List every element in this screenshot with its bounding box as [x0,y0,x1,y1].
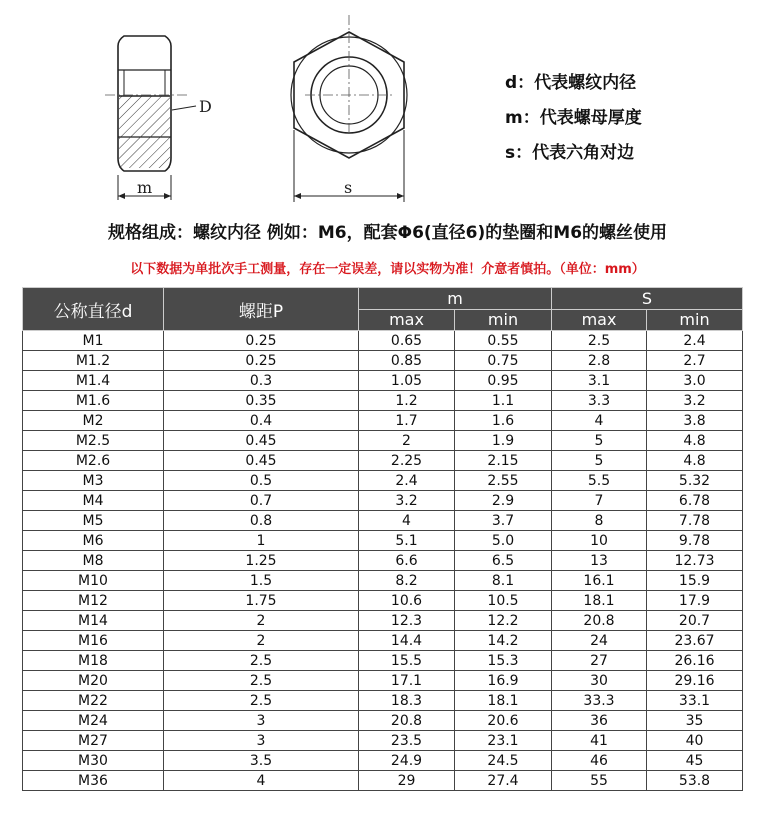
cell-diameter: M16 [23,631,164,651]
cell-pitch: 2.5 [164,671,359,691]
cell-diameter: M2.5 [23,431,164,451]
cell-s-min: 4.8 [647,451,743,471]
cell-s-max: 36 [552,711,647,731]
cell-pitch: 0.7 [164,491,359,511]
cell-m-min: 1.6 [455,411,552,431]
cell-m-min: 23.1 [455,731,552,751]
cell-m-min: 14.2 [455,631,552,651]
header-group-m: m [359,288,552,310]
cell-m-max: 24.9 [359,751,455,771]
cell-m-max: 6.6 [359,551,455,571]
cell-s-max: 3.1 [552,371,647,391]
cell-s-max: 46 [552,751,647,771]
cell-m-max: 2.4 [359,471,455,491]
header-pitch: 螺距P [164,288,359,331]
cell-pitch: 2.5 [164,651,359,671]
cell-m-max: 18.3 [359,691,455,711]
cell-diameter: M14 [23,611,164,631]
table-row [23,651,743,671]
cell-diameter: M30 [23,751,164,771]
cell-m-min: 15.3 [455,651,552,671]
table-row [23,731,743,751]
label-s: s [344,178,353,197]
cell-m-min: 27.4 [455,771,552,791]
cell-s-max: 3.3 [552,391,647,411]
cell-diameter: M27 [23,731,164,751]
table-row [23,591,743,611]
cell-m-min: 10.5 [455,591,552,611]
header-m-max: max [359,309,455,331]
cell-s-min: 12.73 [647,551,743,571]
table-row [23,351,743,371]
header-m-min: min [455,309,552,331]
cell-diameter: M10 [23,571,164,591]
cell-m-min: 2.15 [455,451,552,471]
nut-side-view [105,36,196,200]
cell-m-max: 0.65 [359,331,455,351]
legend-d: d：代表螺纹内径 [505,73,637,93]
cell-m-min: 1.9 [455,431,552,451]
cell-s-min: 2.7 [647,351,743,371]
cell-m-max: 1.7 [359,411,455,431]
cell-pitch: 2.5 [164,691,359,711]
legend-s: s：代表六角对边 [505,143,635,163]
cell-s-min: 9.78 [647,531,743,551]
cell-s-min: 53.8 [647,771,743,791]
cell-m-min: 12.2 [455,611,552,631]
cell-diameter: M36 [23,771,164,791]
table-row [23,691,743,711]
cell-s-max: 30 [552,671,647,691]
cell-pitch: 2 [164,611,359,631]
table-row [23,631,743,651]
measurement-notice: 以下数据为单批次手工测量，存在一定误差，请以实物为准！介意者慎拍。（单位：mm） [130,262,645,277]
cell-m-max: 5.1 [359,531,455,551]
cell-s-max: 55 [552,771,647,791]
cell-m-min: 8.1 [455,571,552,591]
cell-m-max: 1.05 [359,371,455,391]
cell-diameter: M20 [23,671,164,691]
cell-m-max: 23.5 [359,731,455,751]
cell-s-min: 17.9 [647,591,743,611]
cell-m-min: 2.55 [455,471,552,491]
cell-diameter: M12 [23,591,164,611]
cell-m-min: 2.9 [455,491,552,511]
table-row [23,711,743,731]
spec-headline: 规格组成：螺纹内径 例如：M6，配套Φ6(直径6)的垫圈和M6的螺丝使用 [107,223,668,243]
table-row [23,551,743,571]
cell-diameter: M6 [23,531,164,551]
cell-pitch: 3 [164,731,359,751]
cell-m-min: 0.95 [455,371,552,391]
cell-diameter: M1.6 [23,391,164,411]
cell-s-min: 33.1 [647,691,743,711]
table-row [23,491,743,511]
cell-s-max: 8 [552,511,647,531]
cell-m-min: 16.9 [455,671,552,691]
table-row [23,411,743,431]
cell-diameter: M8 [23,551,164,571]
cell-s-max: 13 [552,551,647,571]
cell-m-max: 1.2 [359,391,455,411]
cell-pitch: 1.25 [164,551,359,571]
cell-s-min: 3.8 [647,411,743,431]
cell-s-min: 3.0 [647,371,743,391]
cell-m-max: 20.8 [359,711,455,731]
cell-m-min: 5.0 [455,531,552,551]
nut-technical-drawing [0,0,775,210]
cell-m-max: 2.25 [359,451,455,471]
cell-m-min: 0.55 [455,331,552,351]
header-diameter: 公称直径d [23,288,164,331]
cell-s-min: 2.4 [647,331,743,351]
cell-m-min: 6.5 [455,551,552,571]
cell-s-max: 2.8 [552,351,647,371]
cell-s-max: 2.5 [552,331,647,351]
nut-front-view [291,15,407,202]
label-d: D [199,97,212,116]
table-row [23,771,743,791]
cell-s-max: 10 [552,531,647,551]
cell-s-min: 45 [647,751,743,771]
cell-pitch: 0.4 [164,411,359,431]
cell-m-min: 18.1 [455,691,552,711]
cell-m-max: 3.2 [359,491,455,511]
cell-s-min: 7.78 [647,511,743,531]
cell-pitch: 1.75 [164,591,359,611]
label-m: m [137,178,153,197]
cell-diameter: M1 [23,331,164,351]
cell-s-min: 29.16 [647,671,743,691]
cell-m-max: 12.3 [359,611,455,631]
cell-pitch: 0.35 [164,391,359,411]
cell-pitch: 4 [164,771,359,791]
cell-s-max: 5.5 [552,471,647,491]
cell-m-min: 0.75 [455,351,552,371]
table-row [23,331,743,351]
cell-s-min: 20.7 [647,611,743,631]
cell-diameter: M5 [23,511,164,531]
cell-s-max: 24 [552,631,647,651]
table-row [23,431,743,451]
cell-pitch: 1.5 [164,571,359,591]
table-row [23,671,743,691]
table-row [23,611,743,631]
table-body [23,331,743,791]
cell-pitch: 1 [164,531,359,551]
cell-m-max: 10.6 [359,591,455,611]
cell-diameter: M2 [23,411,164,431]
cell-s-min: 3.2 [647,391,743,411]
cell-m-max: 17.1 [359,671,455,691]
cell-m-max: 0.85 [359,351,455,371]
cell-s-max: 7 [552,491,647,511]
cell-diameter: M2.6 [23,451,164,471]
table-row [23,371,743,391]
cell-s-min: 26.16 [647,651,743,671]
cell-s-max: 33.3 [552,691,647,711]
legend-m: m：代表螺母厚度 [505,108,642,128]
cell-pitch: 3 [164,711,359,731]
cell-m-max: 4 [359,511,455,531]
cell-m-max: 29 [359,771,455,791]
cell-m-max: 2 [359,431,455,451]
cell-m-max: 14.4 [359,631,455,651]
cell-s-min: 15.9 [647,571,743,591]
cell-s-min: 35 [647,711,743,731]
cell-s-max: 5 [552,451,647,471]
nut-spec-table [22,287,743,791]
cell-m-min: 1.1 [455,391,552,411]
cell-s-max: 27 [552,651,647,671]
cell-s-max: 20.8 [552,611,647,631]
table-row [23,391,743,411]
cell-s-min: 6.78 [647,491,743,511]
cell-s-min: 23.67 [647,631,743,651]
cell-diameter: M18 [23,651,164,671]
cell-s-min: 5.32 [647,471,743,491]
cell-pitch: 3.5 [164,751,359,771]
table-row [23,751,743,771]
cell-pitch: 0.8 [164,511,359,531]
cell-s-max: 4 [552,411,647,431]
cell-diameter: M1.2 [23,351,164,371]
table-row [23,511,743,531]
cell-diameter: M4 [23,491,164,511]
cell-diameter: M22 [23,691,164,711]
table-row [23,571,743,591]
cell-diameter: M3 [23,471,164,491]
cell-diameter: M24 [23,711,164,731]
header-s-min: min [647,309,743,331]
cell-pitch: 0.25 [164,351,359,371]
cell-s-min: 40 [647,731,743,751]
cell-pitch: 0.25 [164,331,359,351]
cell-s-max: 18.1 [552,591,647,611]
cell-pitch: 0.45 [164,431,359,451]
header-group-s: S [552,288,743,310]
cell-s-max: 16.1 [552,571,647,591]
cell-pitch: 0.5 [164,471,359,491]
cell-pitch: 2 [164,631,359,651]
table-row [23,531,743,551]
cell-pitch: 0.3 [164,371,359,391]
cell-m-min: 3.7 [455,511,552,531]
cell-pitch: 0.45 [164,451,359,471]
cell-s-max: 5 [552,431,647,451]
cell-s-max: 41 [552,731,647,751]
cell-diameter: M1.4 [23,371,164,391]
header-s-max: max [552,309,647,331]
cell-m-min: 20.6 [455,711,552,731]
cell-m-max: 8.2 [359,571,455,591]
cell-s-min: 4.8 [647,431,743,451]
cell-m-max: 15.5 [359,651,455,671]
table-row [23,451,743,471]
table-row [23,471,743,491]
cell-m-min: 24.5 [455,751,552,771]
